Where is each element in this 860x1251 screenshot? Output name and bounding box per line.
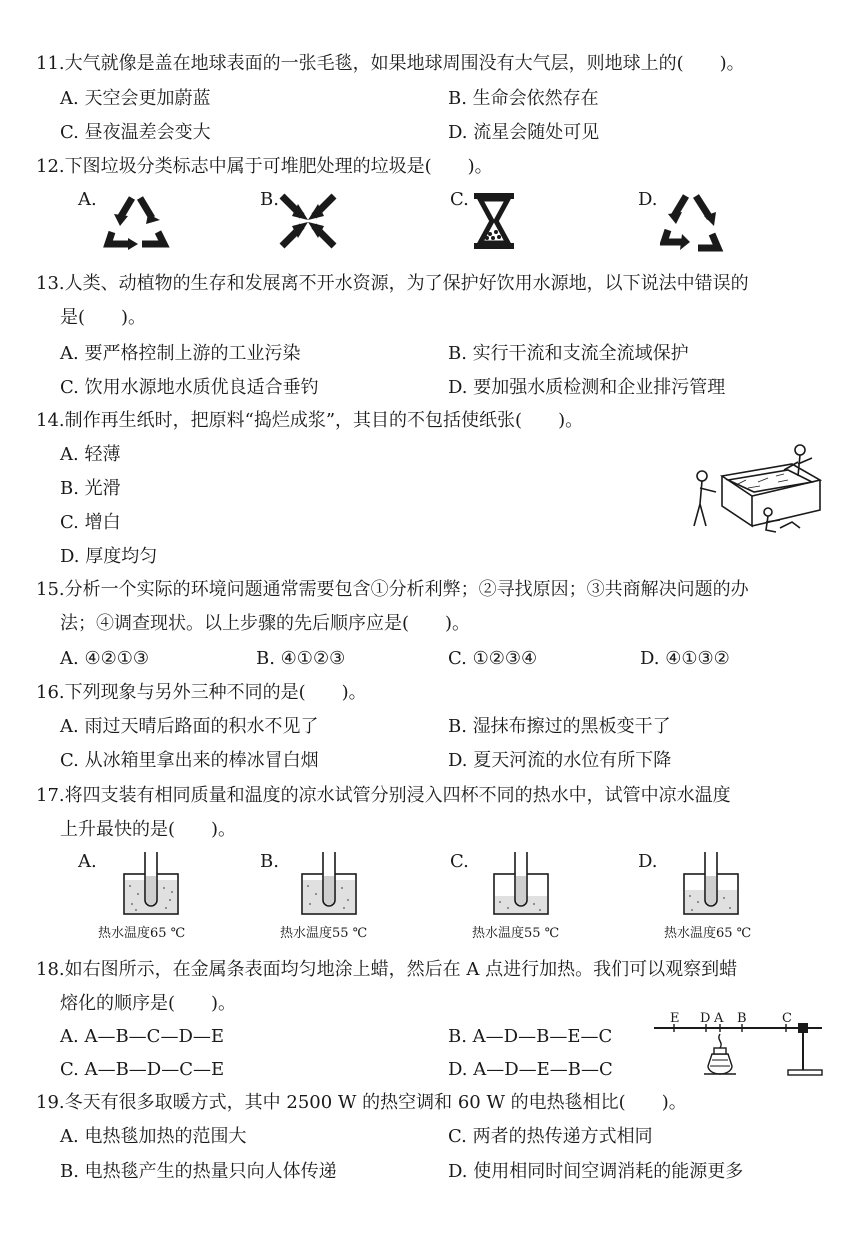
q17-option-d[interactable]: D. [638,851,658,872]
q13-option-d[interactable]: D. 要加强水质检测和企业排污管理 [448,377,726,398]
beaker-tube-d-figure [676,850,746,918]
q18-option-d[interactable]: D. A—D—E—B—C [448,1059,613,1080]
q19-option-d[interactable]: D. 使用相同时间空调消耗的能源更多 [448,1161,744,1182]
q15-option-b[interactable]: B. ④①②③ [256,648,346,669]
q12-option-a[interactable]: A. [78,189,97,210]
question-17-stem-line1: 17.将四支装有相同质量和温度的凉水试管分别浸入四杯不同的热水中，试管中凉水温度 [36,785,731,806]
q12-option-d[interactable]: D. [638,189,658,210]
q16-option-d[interactable]: D. 夏天河流的水位有所下降 [448,750,672,771]
q15-option-c[interactable]: C. ①②③④ [448,648,538,669]
q19-option-b[interactable]: B. 电热毯产生的热量只向人体传递 [60,1161,337,1182]
question-13-stem-line1: 13.人类、动植物的生存和发展离不开水资源，为了保护好饮用水源地，以下说法中错误的 [36,273,749,294]
q13-option-c[interactable]: C. 饮用水源地水质优良适合垂钓 [60,377,319,398]
question-17-stem-line2: 上升最快的是( )。 [60,819,237,840]
q17-option-b[interactable]: B. [260,851,279,872]
question-11-stem: 11.大气就像是盖在地球表面的一张毛毯，如果地球周围没有大气层，则地球上的( )。 [36,53,745,74]
question-12-stem: 12.下图垃圾分类标志中属于可堆肥处理的垃圾是( )。 [36,156,493,177]
q12-option-c[interactable]: C. [450,189,469,210]
strip-label-c: C [782,1011,792,1026]
arrows-inward-icon [276,190,340,252]
q14-option-d[interactable]: D. 厚度均匀 [60,546,158,567]
q17-option-c[interactable]: C. [450,851,469,872]
strip-label-e: E [670,1011,680,1026]
q11-option-a[interactable]: A. 天空会更加蔚蓝 [60,88,211,109]
question-14-stem: 14.制作再生纸时，把原料“捣烂成浆”，其目的不包括使纸张( )。 [36,410,584,431]
q17-caption-c: 热水温度55 ℃ [472,926,560,941]
q16-option-b[interactable]: B. 湿抹布擦过的黑板变干了 [448,716,671,737]
q15-option-d[interactable]: D. ④①③② [640,648,730,669]
question-18-stem-line1: 18.如右图所示，在金属条表面均匀地涂上蜡，然后在 A 点进行加热。我们可以观察到蜡 [36,959,738,980]
q18-option-b[interactable]: B. A—D—B—E—C [448,1026,613,1047]
question-18-stem-line2: 熔化的顺序是( )。 [60,993,237,1014]
q16-option-c[interactable]: C. 从冰箱里拿出来的棒冰冒白烟 [60,750,319,771]
q18-option-c[interactable]: C. A—B—D—C—E [60,1059,225,1080]
q13-option-b[interactable]: B. 实行干流和支流全流域保护 [448,343,689,364]
q14-option-c[interactable]: C. 增白 [60,512,121,533]
strip-label-d: D [700,1011,711,1026]
q17-caption-a: 热水温度65 ℃ [98,926,186,941]
q13-option-a[interactable]: A. 要严格控制上游的工业污染 [60,343,301,364]
q19-option-a[interactable]: A. 电热毯加热的范围大 [60,1126,247,1147]
q19-option-c[interactable]: C. 两者的热传递方式相同 [448,1126,653,1147]
q14-option-a[interactable]: A. 轻薄 [60,444,121,465]
strip-label-b: B [737,1011,747,1026]
q12-option-b[interactable]: B. [260,189,279,210]
q17-caption-d: 热水温度65 ℃ [664,926,752,941]
question-19-stem: 19.冬天有很多取暖方式，其中 2500 W 的热空调和 60 W 的电热毯相比( )。 [36,1092,687,1113]
q11-option-b[interactable]: B. 生命会依然存在 [448,88,599,109]
q11-option-d[interactable]: D. 流星会随处可见 [448,122,600,143]
beaker-tube-b-figure [294,850,364,918]
question-15-stem-line2: 法；④调查现状。以上步骤的先后顺序应是( )。 [60,613,471,634]
papermaking-illustration [688,440,828,540]
recycle-triangle-icon [100,190,172,252]
question-15-stem-line1: 15.分析一个实际的环境问题通常需要包含①分析利弊；②寻找原因；③共商解决问题的办 [36,579,749,600]
beaker-tube-a-figure [116,850,186,918]
q15-option-a[interactable]: A. ④②①③ [60,648,149,669]
recycle-arrows-icon [660,190,724,254]
question-13-stem-line2: 是( )。 [60,307,147,328]
strip-label-a: A [714,1011,724,1026]
hourglass-compost-icon [470,190,518,252]
q17-option-a[interactable]: A. [78,851,97,872]
q17-caption-b: 热水温度55 ℃ [280,926,368,941]
beaker-tube-c-figure [486,850,556,918]
q11-option-c[interactable]: C. 昼夜温差会变大 [60,122,211,143]
q18-option-a[interactable]: A. A—B—C—D—E [60,1026,225,1047]
q16-option-a[interactable]: A. 雨过天晴后路面的积水不见了 [60,716,319,737]
question-16-stem: 16.下列现象与另外三种不同的是( )。 [36,682,367,703]
q14-option-b[interactable]: B. 光滑 [60,478,121,499]
